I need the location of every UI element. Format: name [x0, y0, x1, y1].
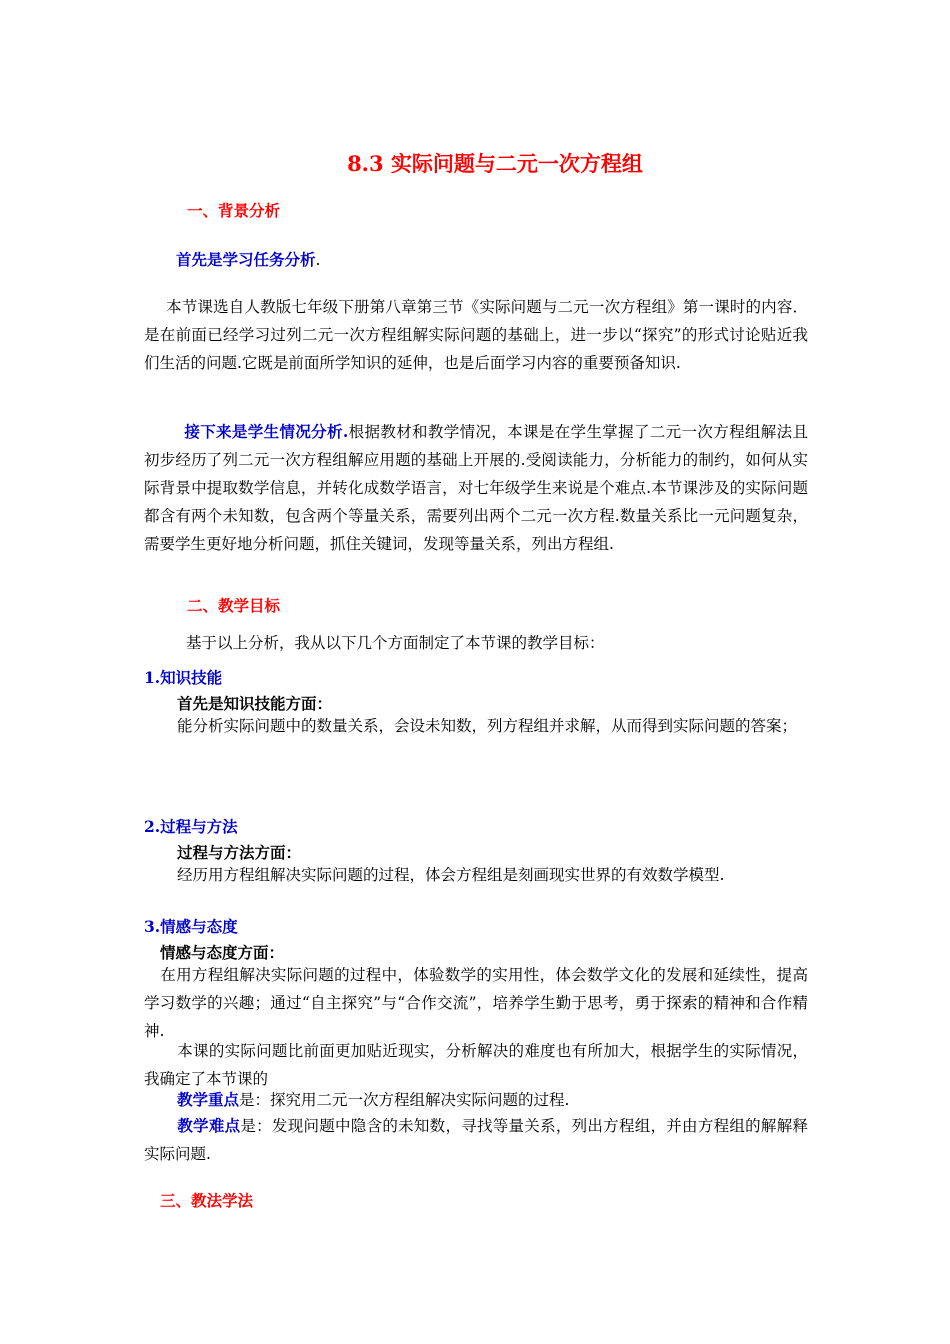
subsection-process-title: 2.过程与方法	[144, 817, 238, 836]
student-analysis-label: 接下来是学生情况分析.	[184, 422, 349, 441]
background-paragraph-text: 本节课选自人教版七年级下册第八章第三节《实际问题与二元一次方程组》第一课时的内容．是在前面已经学习过列二元一次方程组解实际问题的基础上，进一步以“探究”的形式讨论贴近我们生活的问题.它既是前面所学知识的延伸，也是后面学习内容的重要预备知识.	[144, 298, 808, 372]
process-text: 经历用方程组解决实际问题的过程，体会方程组是刻画现实世界的有效数学模型.	[177, 866, 725, 884]
teaching-focus-text: 是：探究用二元一次方程组解决实际问题的过程.	[239, 1091, 570, 1109]
subsection-attitude-title: 3.情感与态度	[144, 917, 238, 936]
teaching-difficulty-paragraph	[144, 1112, 808, 1168]
subsection-knowledge-title: 1.知识技能	[144, 668, 223, 687]
process-label: 过程与方法方面：	[177, 843, 302, 862]
teaching-difficulty-text: 是：发现问题中隐含的未知数，寻找等量关系，列出方程组，并由方程组的解解释实际问题.	[144, 1117, 808, 1163]
task-analysis-label: 首先是学习任务分析	[176, 250, 316, 269]
objectives-intro: 基于以上分析，我从以下几个方面制定了本节课的教学目标：	[186, 634, 605, 652]
background-paragraph	[144, 293, 808, 377]
student-analysis-paragraph	[144, 418, 808, 558]
knowledge-paragraph	[144, 712, 808, 740]
teaching-difficulty-label: 教学难点	[177, 1116, 241, 1135]
section-heading-objectives: 二、教学目标	[187, 596, 281, 615]
knowledge-text: 能分析实际问题中的数量关系，会设未知数，列方程组并求解，从而得到实际问题的答案；	[177, 717, 798, 735]
section-heading-methods: 三、教法学法	[160, 1191, 254, 1210]
document-title: 8.3 实际问题与二元一次方程组	[347, 151, 643, 176]
attitude-text: 在用方程组解决实际问题的过程中，体验数学的实用性，体会数学文化的发展和延续性，提高学习数学的兴趣；通过“自主探究”与“合作交流”，培养学生勤于思考，勇于探索的精神和合作精神.	[144, 966, 808, 1040]
task-analysis-dot: .	[315, 251, 321, 269]
student-analysis-text: 根据教材和教学情况，本课是在学生掌握了二元一次方程组解法且初步经历了列二元一次方程组解应用题的基础上开展的.受阅读能力，分析能力的制约，如何从实际背景中提取数学信息，并转化成数学语言，对七年级学生来说是个难点.本节课涉及的实际问题都含有两个未知数，包含两个等量关系，需要列出两个二元一次方程.数量关系比一元问题复杂，需要学生更好地分析问题，抓住关键词，发现等量关系，列出方程组.	[144, 423, 808, 553]
key-intro-text: 本课的实际问题比前面更加贴近现实，分析解决的难度也有所加大，根据学生的实际情况，我确定了本节课的	[144, 1042, 808, 1088]
task-analysis-line	[176, 248, 320, 270]
key-intro-paragraph	[144, 1037, 808, 1093]
attitude-paragraph	[144, 961, 808, 1045]
attitude-label: 情感与态度方面：	[160, 943, 285, 962]
teaching-focus-label: 教学重点	[177, 1090, 240, 1109]
knowledge-label: 首先是知识技能方面：	[177, 694, 333, 713]
section-heading-background: 一、背景分析	[187, 201, 281, 220]
teaching-focus-line	[177, 1086, 569, 1114]
